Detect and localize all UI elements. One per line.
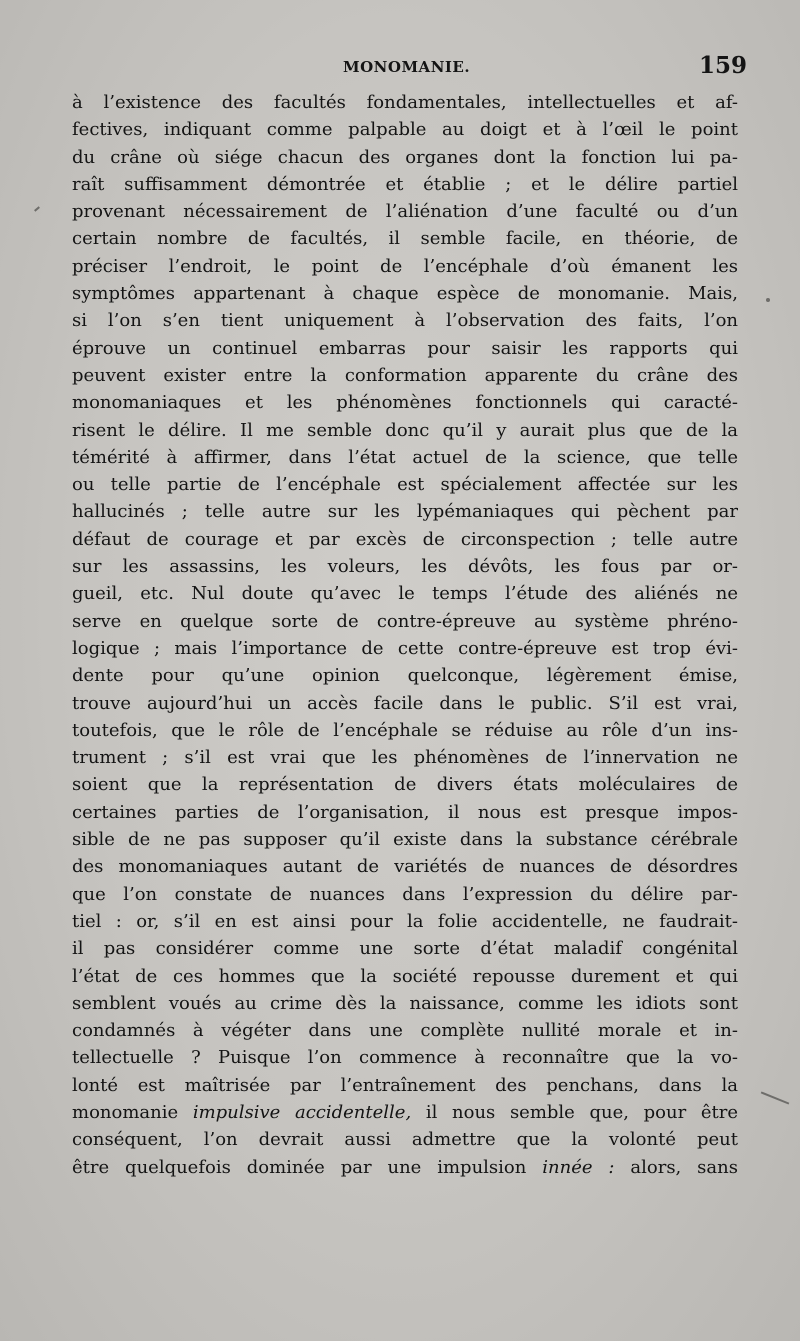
text-line: symptômes appartenant à chaque espèce de monomanie. Mais, <box>72 283 738 305</box>
text-line: certaines parties de l’organisation, il nous est presque impos- <box>72 801 738 823</box>
body-text <box>72 89 738 1181</box>
line-38-end: il nous semble que, pour être <box>411 1101 738 1123</box>
italic-phrase-innee: innée : <box>542 1156 615 1178</box>
text-line: serve en quelque sorte de contre-épreuve au système phréno- <box>72 610 738 632</box>
text-line: préciser l’endroit, le point de l’encéphale d’où émanent les <box>72 255 738 277</box>
text-line: éprouve un continuel embarras pour saisir les rapports qui <box>72 337 738 359</box>
running-title: MONOMANIE. <box>343 58 471 76</box>
text-line: si l’on s’en tient uniquement à l’observation des faits, l’on <box>72 310 738 332</box>
text-line: monomaniaques et les phénomènes fonctionnels qui caracté- <box>72 392 738 414</box>
text-line: sur les assassins, les voleurs, les dévôts, les fous par or- <box>72 556 738 578</box>
text-line: tiel : or, s’il en est ainsi pour la folie accidentelle, ne faudrait- <box>72 910 738 932</box>
text-line: gueil, etc. Nul doute qu’avec le temps l’étude des aliénés ne <box>72 583 738 605</box>
text-line: fectives, indiquant comme palpable au doigt et à l’œil le point <box>72 119 738 141</box>
text-line: il pas considérer comme une sorte d’état maladif congénital <box>72 938 738 960</box>
text-line: des monomaniaques autant de variétés de nuances de désordres <box>72 856 738 878</box>
margin-stray-mark <box>34 206 40 211</box>
text-line-italic-phrase <box>72 1154 738 1181</box>
text-line: trument ; s’il est vrai que les phénomènes de l’innervation ne <box>72 747 738 769</box>
text-line: lonté est maîtrisée par l’entraînement des penchans, dans la <box>72 1074 738 1096</box>
italic-phrase-impulsive: impulsive accidentelle, <box>192 1101 412 1123</box>
text-line: défaut de courage et par excès de circonspection ; telle autre <box>72 528 738 550</box>
text-line: trouve aujourd’hui un accès facile dans le public. S’il est vrai, <box>72 692 738 714</box>
text-line: tellectuelle ? Puisque l’on commence à reconnaître que la vo- <box>72 1047 738 1069</box>
text-line: toutefois, que le rôle de l’encéphale se réduise au rôle d’un ins- <box>72 719 738 741</box>
text-line: dente pour qu’une opinion quelconque, légèrement émise, <box>72 665 738 687</box>
page-header <box>0 50 800 80</box>
text-line: que l’on constate de nuances dans l’expression du délire par- <box>72 883 738 905</box>
text-line: du crâne où siége chacun des organes dont la fonction lui pa- <box>72 146 738 168</box>
line-40-end: alors, sans <box>614 1156 738 1178</box>
text-line-italic-phrase <box>72 1099 738 1126</box>
text-line: sible de ne pas supposer qu’il existe dans la substance cérébrale <box>72 829 738 851</box>
text-line: à l’existence des facultés fondamentales, intellectuelles et af- <box>72 92 738 113</box>
text-line: provenant nécessairement de l’aliénation d’une faculté ou d’un <box>72 201 738 223</box>
text-line: témérité à affirmer, dans l’état actuel de la science, que telle <box>72 446 738 468</box>
line-40-start: être quelquefois dominée par une impulsion <box>72 1156 543 1178</box>
text-line: logique ; mais l’importance de cette contre-épreuve est trop évi- <box>72 637 738 659</box>
text-line: semblent voués au crime dès la naissance, comme les idiots sont <box>72 992 738 1014</box>
text-line: ou telle partie de l’encéphale est spécialement affectée sur les <box>72 474 738 496</box>
margin-stray-mark <box>761 1091 790 1104</box>
line-38-start: monomanie <box>72 1101 193 1123</box>
text-line: peuvent exister entre la conformation apparente du crâne des <box>72 364 738 386</box>
text-line: risent le délire. Il me semble donc qu’il y aurait plus que de la <box>72 419 738 441</box>
text-line: raît suffisamment démontrée et établie ; et le délire partiel <box>72 173 738 195</box>
text-line: conséquent, l’on devrait aussi admettre que la volonté peut <box>72 1129 738 1151</box>
margin-stray-mark <box>766 298 770 302</box>
text-line: hallucinés ; telle autre sur les lypémaniaques qui pèchent par <box>72 501 738 523</box>
text-line: soient que la représentation de divers états moléculaires de <box>72 774 738 796</box>
page-number: 159 <box>699 52 748 79</box>
text-line: l’état de ces hommes que la société repousse durement et qui <box>72 965 738 987</box>
text-line: condamnés à végéter dans une complète nullité morale et in- <box>72 1020 738 1042</box>
text-line: certain nombre de facultés, il semble facile, en théorie, de <box>72 228 738 250</box>
